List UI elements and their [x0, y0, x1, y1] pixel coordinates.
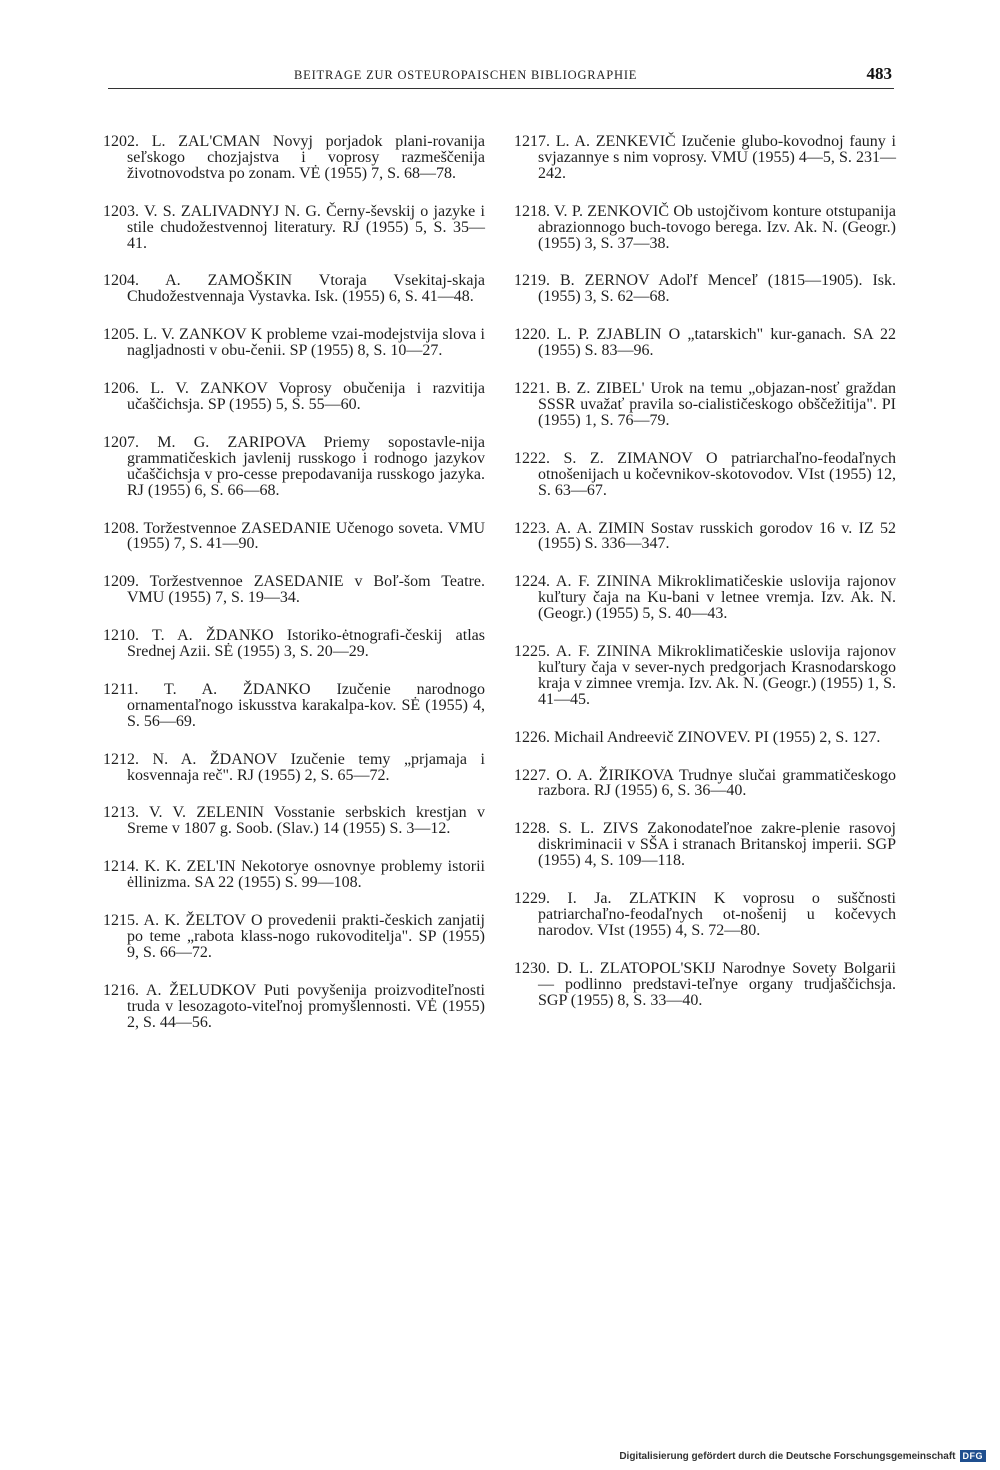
bibliography-entry: 1225. A. F. ZININA Mikroklimatičeskie uslovija rajonov kuľtury čaja v sever-nych predgorjach Krasnodarskogo kraja v zimnee vremja. Izv. Ak. N. (Geogr.) (1955) 1, S. 41—45.: [514, 643, 896, 708]
bibliography-entry: 1205. L. V. ZANKOV K probleme vzai-modejstvija slova i nagljadnosti v obu-čenii. SP (1955) 8, S. 10—27.: [103, 326, 485, 360]
bibliography-entry: 1227. O. A. ŽIRIKOVA Trudnye slučai grammatičeskogo razbora. RJ (1955) 6, S. 36—40.: [514, 766, 896, 800]
bibliography-entry: 1216. A. ŽELUDKOV Puti povyšenija proizvoditeľnosti truda v lesozagoto-viteľnoj promyšlennosti. VĖ (1955) 2, S. 44—56.: [103, 981, 485, 1031]
bibliography-entry: 1226. Michail Andreevič ZINOVEV. PI (1955) 2, S. 127.: [514, 728, 881, 746]
bibliography-entry: 1229. I. Ja. ZLATKIN K voprosu o suščnosti patriarchaľno-feodaľnych ot-nošenij u kočevych narodov. VIst (1955) 4, S. 72—80.: [514, 890, 896, 939]
bibliography-entry: 1222. S. Z. ZIMANOV O patriarchaľno-feodaľnych otnošenijach u kočevnikov-skotovodov. VIst (1955) 12, S. 63—67.: [514, 449, 896, 499]
running-title: BEITRAGE ZUR OSTEUROPAISCHEN BIBLIOGRAPHIE: [294, 68, 638, 82]
bibliography-entry: 1228. S. L. ZIVS Zakonodateľnoe zakre-plenie rasovoj diskriminacii v SŠA i stranach Britanskoj imperii. SGP (1955) 4, S. 109—118.: [514, 820, 896, 870]
bibliography-entry: 1207. M. G. ZARIPOVA Priemy sopostavle-nija grammatičeskich javlenij russkogo i rodnogo jazykov učaščichsja v pro-cesse prepodavanija russkogo jazyka. RJ (1955) 6, S. 66—68.: [103, 433, 485, 499]
bibliography-entry: 1220. L. P. ZJABLIN O „tatarskich" kur-ganach. SA 22 (1955) S. 83—96.: [514, 326, 896, 360]
bibliography-entry: 1202. L. ZAL'CMAN Novyj porjadok plani-rovanija seľskogo chozjajstva i voprosy razmeščenija životnovodstva po zonam. VĖ (1955) 7, S. 68—78.: [103, 133, 485, 182]
bibliography-entry: 1208. Toržestvennoe ZASEDANIE Učenogo soveta. VMU (1955) 7, S. 41—90.: [103, 519, 485, 553]
page-header: [108, 64, 894, 86]
bibliography-entry: 1212. N. A. ŽDANOV Izučenie temy „prjamaja i kosvennaja reč". RJ (1955) 2, S. 65—72.: [103, 750, 485, 784]
footer-text: Digitalisierung gefördert durch die Deutsche Forschungsgemeinschaft: [619, 1450, 956, 1462]
bibliography-entry: 1209. Toržestvennoe ZASEDANIE v Boľ-šom Teatre. VMU (1955) 7, S. 19—34.: [103, 573, 485, 607]
bibliography-entry: 1211. T. A. ŽDANKO Izučenie narodnogo ornamentaľnogo iskusstva karakalpa-kov. SĖ (1955) 4, S. 56—69.: [103, 680, 485, 730]
bibliography-entry: 1215. A. K. ŽELTOV O provedenii prakti-českich zanjatij po teme „rabota klass-nogo rukovoditelja". SP (1955) 9, S. 66—72.: [103, 912, 485, 961]
bibliography-entry: 1214. K. K. ZEL'IN Nekotorye osnovnye problemy istorii ėllinizma. SA 22 (1955) S. 99—108.: [103, 858, 485, 892]
bibliography-entry: 1210. T. A. ŽDANKO Istoriko-ėtnografi-českij atlas Srednej Azii. SĖ (1955) 3, S. 20—29.: [103, 627, 485, 661]
bibliography-entry: 1217. L. A. ZENKEVIČ Izučenie glubo-kovodnoj fauny i svjazannye s nim voprosy. VMU (1955) 4—5, S. 231—242.: [514, 133, 896, 182]
left-column: [103, 118, 485, 1053]
right-column: [514, 118, 896, 1031]
page-number: 483: [866, 64, 892, 83]
bibliography-entry: 1223. A. A. ZIMIN Sostav russkich gorodov 16 v. IZ 52 (1955) S. 336—347.: [514, 519, 896, 553]
bibliography-entry: 1204. A. ZAMOŠKIN Vtoraja Vsekitaj-skaja Chudožestvennaja Vystavka. Isk. (1955) 6, S. 41—48.: [103, 272, 485, 306]
header-rule: [108, 88, 894, 89]
bibliography-entry: 1224. A. F. ZININA Mikroklimatičeskie uslovija rajonov kuľtury čaja na Ku-bani v letnee vremja. Izv. Ak. N. (Geogr.) (1955) 5, S. 40—43.: [514, 573, 896, 623]
dfg-logo: DFG: [960, 1450, 987, 1462]
bibliography-entry: 1203. V. S. ZALIVADNYJ N. G. Černy-ševskij o jazyke i stile chudožestvennoj literatury. RJ (1955) 5, S. 35—41.: [103, 202, 485, 252]
bibliography-entry: 1218. V. P. ZENKOVIČ Ob ustojčivom konture otstupanija abrazionnogo buch-tovogo berega. Izv. Ak. N. (Geogr.) (1955) 3, S. 37—38.: [514, 202, 896, 252]
bibliography-entry: 1221. B. Z. ZIBEL' Urok na temu „objazan-nosť graždan SSSR uvažať pravila so-cialističeskogo obščežitija". PI (1955) 1, S. 76—79.: [514, 380, 896, 429]
bibliography-entry: 1219. B. ZERNOV Adoľf Menceľ (1815—1905). Isk. (1955) 3, S. 62—68.: [514, 272, 896, 306]
bibliography-entry: 1213. V. V. ZELENIN Vosstanie serbskich krestjan v Sreme v 1807 g. Soob. (Slav.) 14 (1955) S. 3—12.: [103, 804, 485, 838]
bibliography-entry: 1230. D. L. ZLATOPOL'SKIJ Narodnye Sovety Bolgarii — podlinno predstavi-teľnye organy trudjaščichsja. SGP (1955) 8, S. 33—40.: [514, 959, 896, 1009]
digitization-footer: [619, 1450, 986, 1462]
bibliography-entry: 1206. L. V. ZANKOV Voprosy obučenija i razvitija učaščichsja. SP (1955) 5, S. 55—60.: [103, 380, 485, 413]
